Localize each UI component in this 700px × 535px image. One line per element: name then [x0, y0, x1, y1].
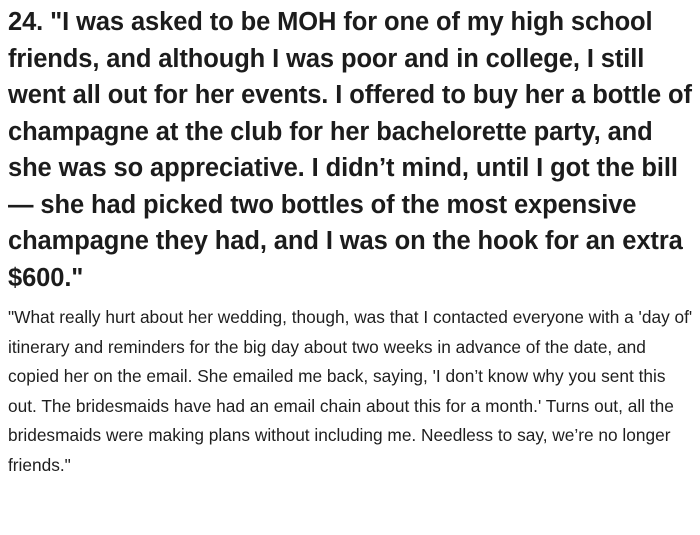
headline: 24. "I was asked to be MOH for one of my high school friends, and although I was poor and in college, I still went all out for her events. I offered to buy her a bottle of champagne at the club for her bachelorette party, and she was so appreciative. I didn’t mind, until I got the bill — she had picked two bottles of the most expensive champagne they had, and I was on the hook for an extra $600." — [8, 8, 692, 292]
article — [8, 0, 694, 481]
body-paragraph: "What really hurt about her wedding, though, was that I contacted everyone with a 'day of' itinerary and reminders for the big day about two weeks in advance of the date, and copied her on the email. She emailed me back, saying, 'I don’t know why you sent this out. The bridesmaids have had an email chain about this for a month.' Turns out, all the bridesmaids were making plans without including me. Needless to say, we’re no longer friends." — [8, 307, 693, 475]
